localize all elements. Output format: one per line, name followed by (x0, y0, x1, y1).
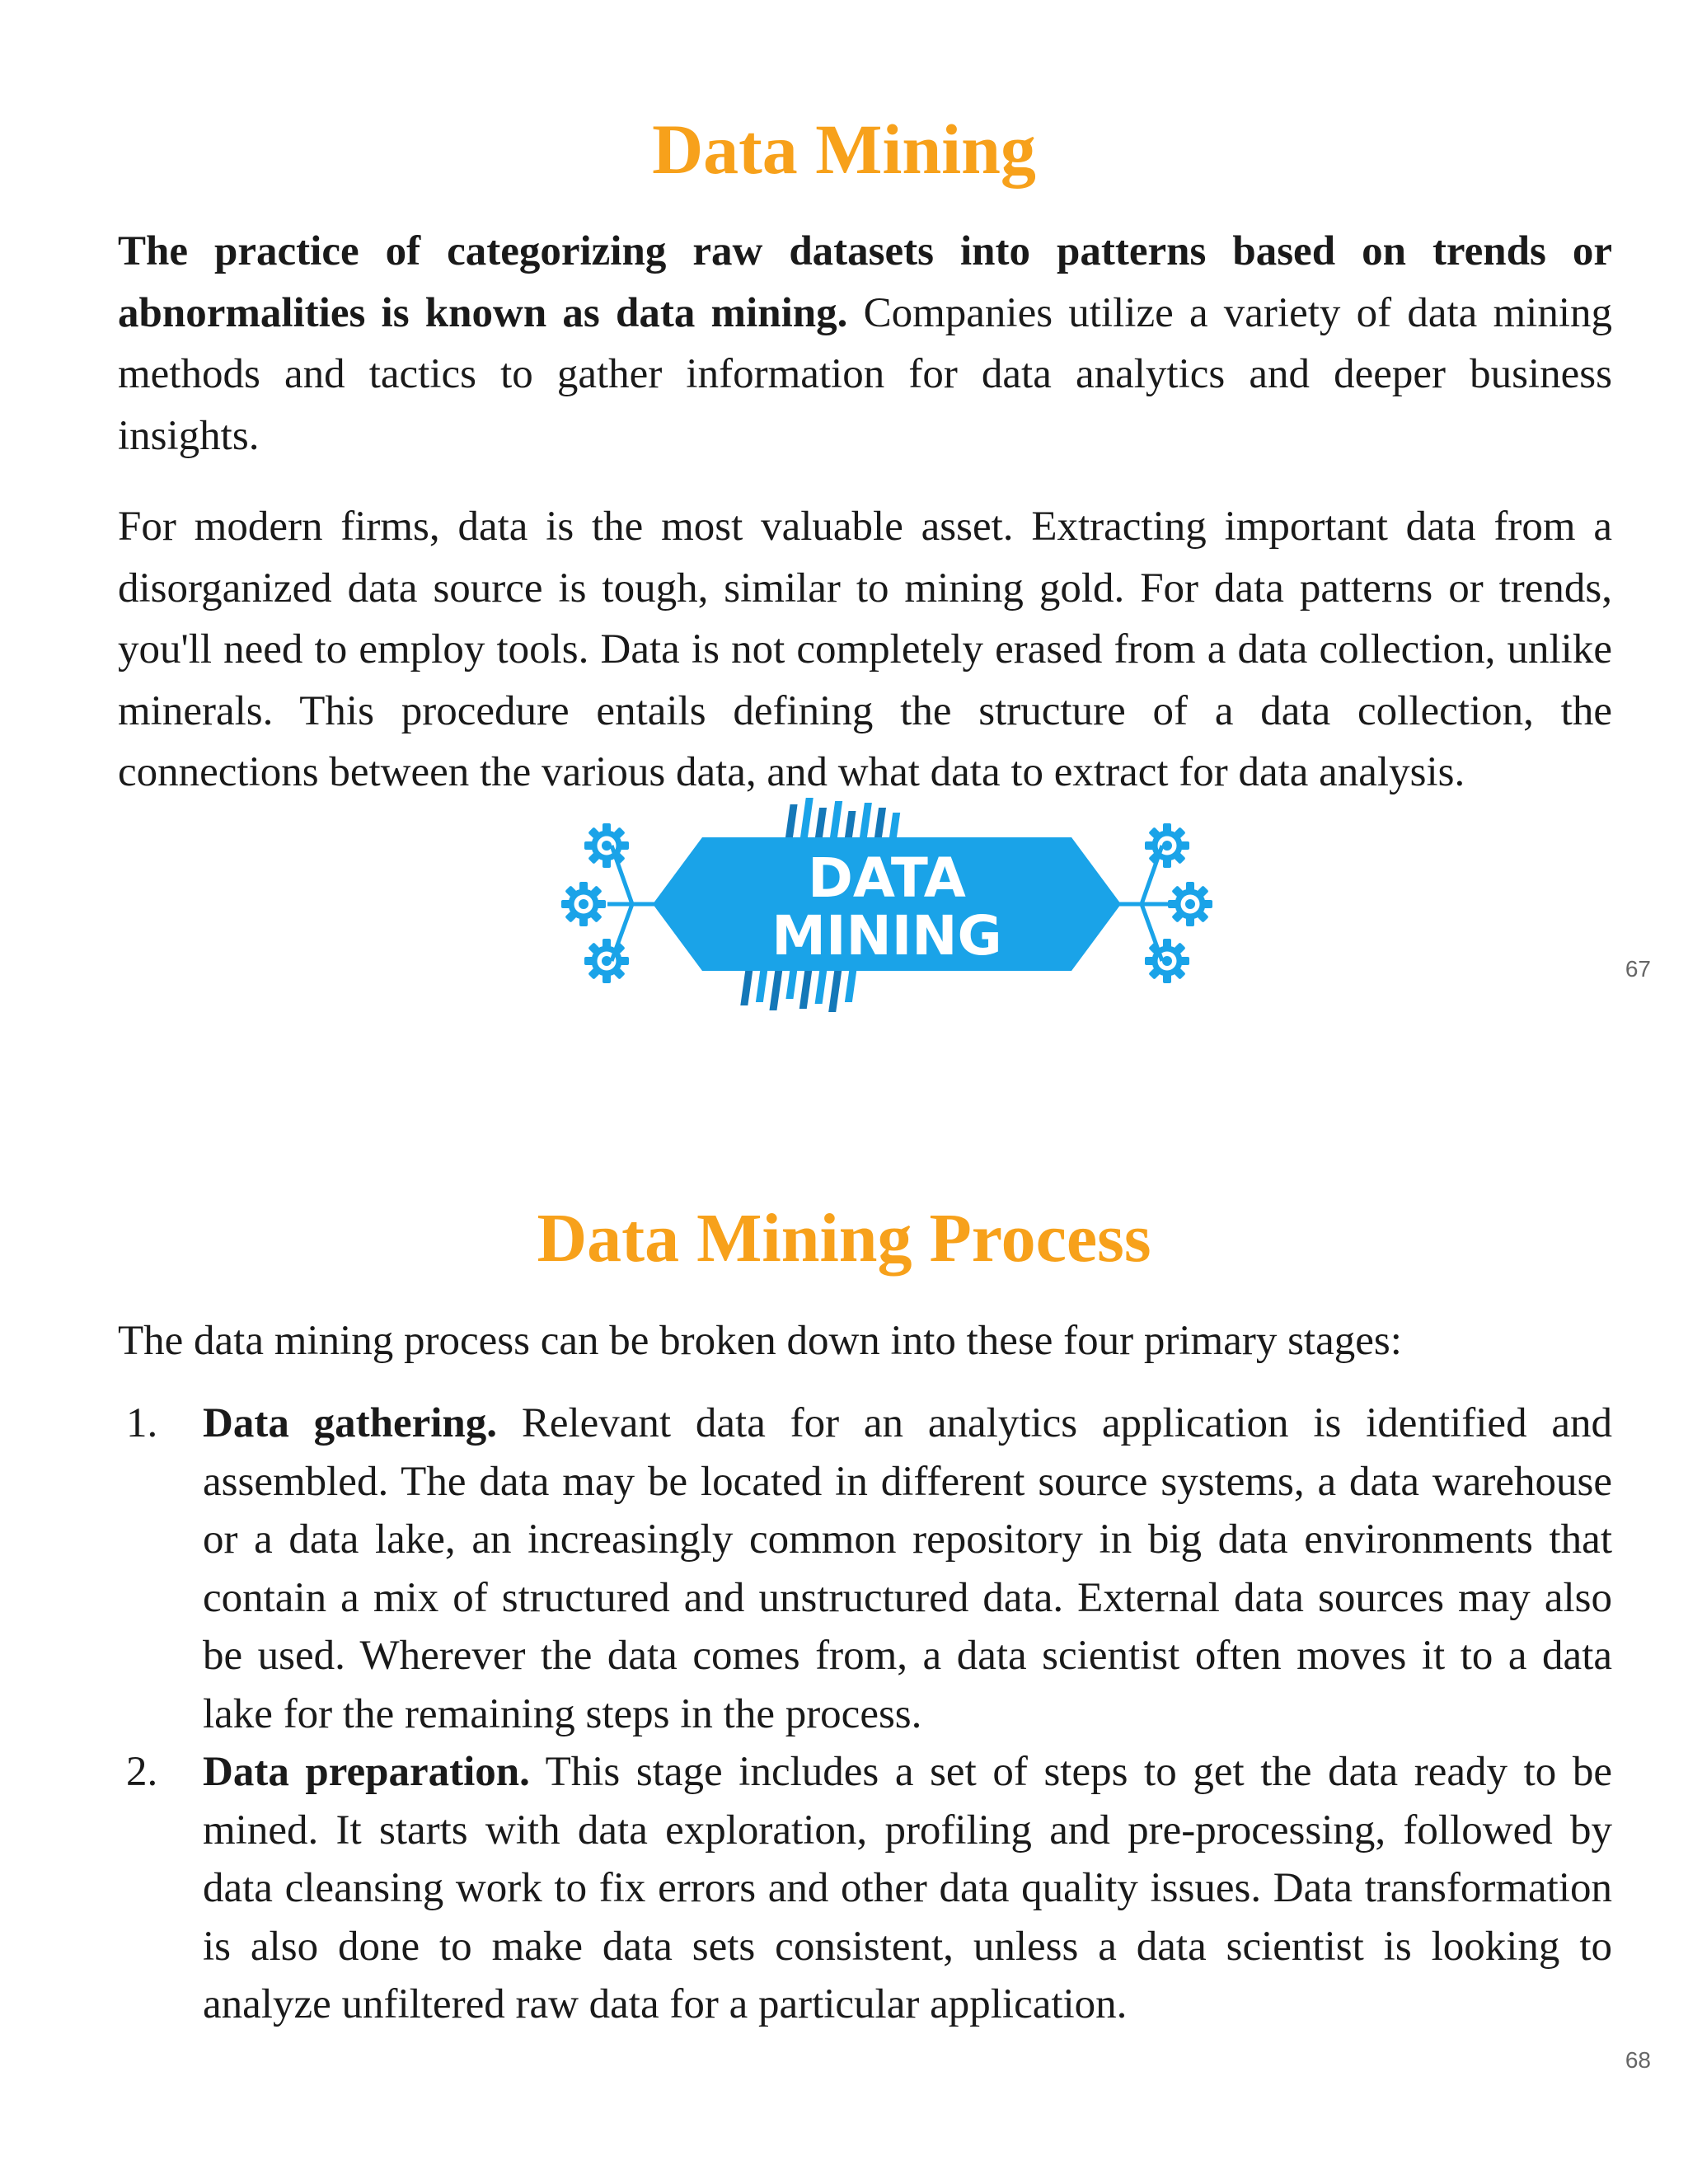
right-connector-lines (1113, 846, 1168, 961)
page-number: 67 (1625, 956, 1651, 982)
intro-paragraph (118, 221, 1612, 466)
intro-continuation: Companies utilize a variety of data mining methods and tactics to gather information for data analytics and deeper business insights. (118, 289, 1612, 459)
body-paragraph: For modern firms, data is the most valuable asset. Extracting important data from a disorganized data source is tough, similar to mining gold. For data patterns or trends, you'll need to employ tools. Data is not completely erased from a data collection, unlike minerals. This procedure entails defining the structure of a data collection, the connections between the various data, and what data to extract for data analysis. (118, 504, 1612, 795)
gear-icon (1145, 939, 1189, 983)
list-item-number: 1. (126, 1400, 158, 1446)
process-steps-list (118, 1394, 1612, 2034)
gear-icon (1145, 823, 1189, 868)
list-item-text: Relevant data for an analytics application is identified and assembled. The data may be located in different source systems, a data warehouse or a data lake, an increasingly common repository in big data environments that contain a mix of structured and unstructured data. External data sources may also be used. Wherever the data comes from, a data scientist often moves it to a data lake for the remaining steps in the process. (203, 1400, 1613, 1737)
bottom-stripes (740, 966, 857, 1012)
page-number: 68 (1625, 2047, 1651, 2073)
list-item-number: 2. (126, 1749, 158, 1795)
list-item (118, 1394, 1612, 1743)
list-item-term: Data gathering. (203, 1400, 498, 1446)
list-item (118, 1743, 1612, 2034)
page-title-data-mining: Data Mining (652, 110, 1036, 189)
logo-text-line2: MINING (771, 904, 1002, 968)
gear-icon (584, 823, 629, 868)
list-item-term: Data preparation. (203, 1749, 530, 1795)
gear-icon (561, 882, 606, 926)
left-connector-lines (607, 846, 661, 961)
gear-icon (1168, 882, 1212, 926)
gear-icon (584, 939, 629, 983)
logo-text-line1: DATA (808, 846, 966, 910)
intro-definition: The practice of categorizing raw datasets into patterns based on trends or abnormalities is known as data mining. (118, 228, 1612, 336)
data-mining-logo (554, 796, 1220, 1015)
page-title-data-mining-process: Data Mining Process (537, 1200, 1151, 1277)
list-item-text: This stage includes a set of steps to get the data ready to be mined. It starts with data exploration, profiling and pre-processing, followed by data cleansing work to fix errors and other data quality issues. Data transformation is also done to make data sets consistent, unless a data scientist is looking to analyze unfiltered raw data for a particular application. (203, 1749, 1612, 2027)
process-intro: The data mining process can be broken down into these four primary stages: (118, 1318, 1402, 1364)
